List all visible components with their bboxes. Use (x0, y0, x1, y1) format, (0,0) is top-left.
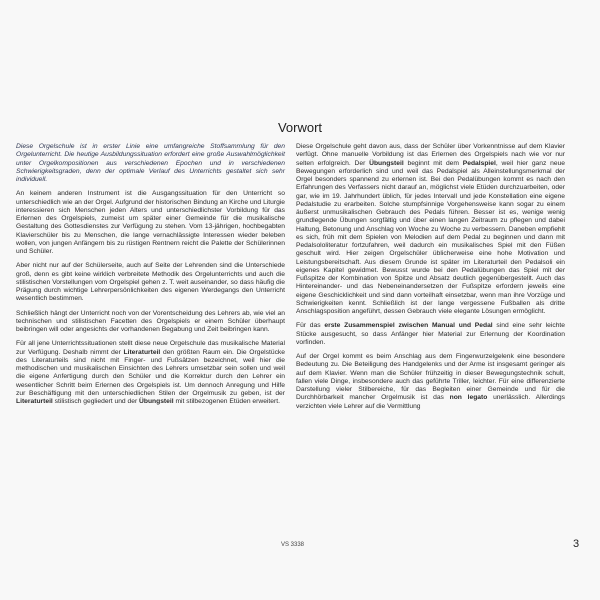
text-run: unerlässlich. Allerdings verzichten viele Lehrer auf die Vermittlung (296, 394, 565, 410)
paragraph (16, 340, 285, 406)
paragraph: Aber nicht nur auf der Schülerseite, auch auf Seite der Lehrenden sind die Unterschiede groß, denn es gibt keine wirklich verbreitete Methodik des Orgelunterrichts und auch die stilistischen Vorstellungen vom Orgelspiel gehen z. T. weit auseinander, so dass häufig die Prägung durch wichtige Lehrerpersönlichkeiten des eigenen Werdegangs den Unterricht wesentlich bestimmen. (16, 262, 285, 303)
text-run: den größten Raum ein. Die Orgelstücke des Literaturteils sind nicht mit Finger- und Fußsätzen bezeichnet, weil hier die methodischen und musikalischen Einsichten des Lehrers umsetzbar sein sollen und weil die eigene Anfertigung durch den Schüler und die Korrektur durch den Lehrer ein wesentlicher Schritt beim Erlernen des Orgelspiels ist. Um dennoch Anregung und Hilfe zur Beschäftigung mit den unterschiedlichen Stilen der Orgelmusik zu geben, ist der (16, 348, 285, 397)
intro-paragraph: Diese Orgelschule ist in erster Linie eine umfangreiche Stoffsammlung für den Orgelunterricht. Die heutige Ausbildungssituation erfordert eine große Auswahlmöglichkeit unter Orgelkompositionen aus verschiedenen Epochen und in verschiedenen Schwierigkeitsgraden, denn der optimale Verlauf des Unterrichts gestaltet sich sehr individuell. (16, 143, 285, 183)
bold-term: Übungsteil (139, 398, 174, 405)
paragraph (296, 353, 565, 411)
text-run: , weil hier ganz neue Bewegungen erforderlich sind und weil das Pedalspiel als Alleinstellungsmerkmal der Orgel besonders spannend zu erlernen ist. Bei den Pedalübungen kommt es nach den Erfahrungen des Verfassers nicht darauf an, möglichst viele Etüden durchzuarbeiten, oder gar, wie im 19. Jahrhundert üblich, für jedes Intervall und jede Konstellation eine eigene Pedalstudie zu erarbeiten. Solche stumpfsinnige Vorgehensweise kann sogar zu einem äußerst unmusikalischen Gebrauch des Pedals führen. Besser ist es, wenige wenig grundlegende Übungen sorgfältig und über einen langen Zeitraum zu pflegen und dabei Haltung, Betonung und Anschlag von Woche zu Woche zu verbessern. Daneben empfiehlt es sich, früh mit dem Spielen von Melodien auf dem Pedal zu beginnen und dann mit Pedalsololiteratur fortzufahren, weil dadurch ein musikalisches Spiel mit den Füßen geschult wird. Hier zeigen Orgelschüler üblicherweise eine hohe Motivation und Leistungsbereitschaft. Aus diesem Grunde ist später im Literaturteil den Pedalsoli ein eigenes Kapitel gewidmet. Bewusst wurde bei den Pedalübungen das Spiel mit der Fußspitze der Kombination von Spitze und Absatz deutlich gegenübergestellt. Auch das Hintereinander- und das Nebeneinandersetzen der Fußspitze erfordern jeweils eine eigene Geschicklichkeit und sind dann vorteilhaft einsetzbar, wenn man ihre Vorzüge und Schwierigkeiten kennt. Schließlich ist der lange vergessene Fußballen als dritte Anschlagsposition angeführt, dessen Gebrauch viele elegante Lösungen ermöglicht. (296, 159, 566, 315)
text-run: Diese Orgelschule geht davon aus, dass der Schüler über Vorkenntnisse auf dem Klavier verfügt. Ohne manuelle Vorbildung ist das Erlernen des Orgelspiels nach wie vor nur selten erfolgreich. Der (296, 143, 565, 167)
text-run: sind eine sehr leichte Stücke ausgesucht, so dass Anfänger hier Material zur Erlernung der Koordination vorfinden. (296, 322, 566, 346)
publisher-code: VS 3338 (281, 542, 305, 548)
bold-term: Pedalspiel (462, 159, 496, 167)
text-run: beginnt mit dem (403, 159, 463, 167)
paragraph: An keinem anderen Instrument ist die Ausgangssituation für den Unterricht so unterschiedlich wie an der Orgel. Aufgrund der historischen Bindung an Kirche und Liturgie interessieren sich Menschen jeden Alters und unterschiedlichster Vorbildung für das Erlernen des Orgelspiels, zumeist um später einer Gemeinde für die musikalische Gestaltung des Gottesdienstes zur Verfügung zu stehen. Vom 13-jährigen, hochbegabten Klavierschüler bis zu Menschen, die lange vernachlässigte Interessen wieder beleben wollen, von jungen Anfängern bis zu rüstigen Rentnern reicht die Palette der Schülerinnen und Schüler. (16, 190, 285, 255)
text-run: Für all jene Unterrichtssituationen stellt diese neue Orgelschule das musikalische Material zur Verfügung. Deshalb nimmt der (16, 340, 285, 356)
page-title: Vorwort (277, 120, 323, 135)
text-run: mit stilbezogenen Etüden erweitert. (173, 398, 280, 405)
bold-term: Literaturteil (123, 348, 161, 356)
bold-term: Literaturteil (16, 398, 53, 405)
bold-term: non legato (449, 394, 488, 402)
text-run: Auf der Orgel kommt es beim Anschlag aus dem Fingerwurzelgelenk eine besondere Bedeutung zu. Die Beteiligung des Handgelenks und der Arme ist insgesamt geringer als auf dem Klavier. Wenn man die Schüler frühzeitig in dieser Bewegungstechnik schult, fallen viele Dinge, insbesondere auch das geführte Triller, leichter. Für eine differenzierte Darstellung vieler Stilbereiche, für das Begleiten einer Gemeinde und für die Durchhörbarkeit mancher Orgelmusik ist das (296, 353, 565, 402)
text-run: stilistisch gegliedert und der (52, 398, 140, 405)
bold-term: erste Zusammenspiel zwischen Manual und Pedal (324, 322, 493, 330)
left-column (16, 143, 285, 412)
paragraph (296, 322, 565, 347)
bold-term: Übungsteil (369, 159, 404, 167)
text-run: Für das (296, 322, 325, 330)
paragraph (296, 143, 565, 316)
right-column (296, 143, 565, 417)
page-number: 3 (573, 538, 580, 550)
paragraph: Schließlich hängt der Unterricht noch von der Vorentscheidung des Lehrers ab, wie viel an technischen und stilistischen Facetten des Orgelspiels er einem Schüler überhaupt beibringen will oder angesichts der vorhandenen Begabung und Zeit beibringen kann. (16, 309, 285, 333)
